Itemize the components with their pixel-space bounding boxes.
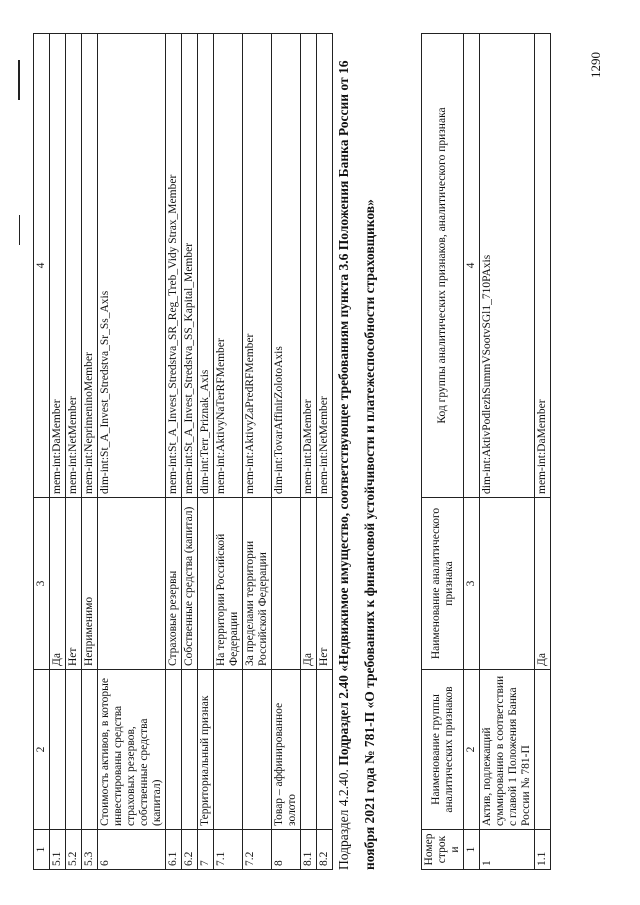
rotated-page-content (25, 22, 615, 882)
col-number-2: 2 (34, 670, 50, 830)
header-code: Код группы аналитических признаков, аналитического признака (422, 34, 464, 498)
col-number-3: 3 (464, 498, 480, 670)
code-cell: dim-int:TovarAffinirZolotoAxis (272, 34, 301, 498)
group-name-cell (301, 670, 317, 830)
table-column-numbers (464, 34, 480, 870)
row-number-cell: 6.1 (166, 830, 182, 870)
attribute-table-2-40 (421, 33, 551, 870)
group-name-cell (243, 670, 272, 830)
code-cell: mem-int:DaMember (50, 34, 66, 498)
code-cell: mem-int:St_A_Invest_Stredstva_SR_Reg_Treb_Vidy Strax_Member (166, 34, 182, 498)
table-row (480, 34, 535, 870)
row-number-cell: 5.3 (82, 830, 98, 870)
row-number-cell: 1 (480, 830, 535, 870)
code-cell: mem-int:St_A_Invest_Stredstva_SS_Kapital_Member (182, 34, 198, 498)
row-number-cell: 5.1 (50, 830, 66, 870)
section-title: Подраздел 2.40 «Недвижимое имущество, соответствующее требованиям пункта 3.6 Положения Банка России от 16 ноября 2021 года № 781-П «О требованиях к финансовой устойчивости и платежеспособности страховщиков» (336, 60, 377, 870)
row-number-cell: 6 (98, 830, 166, 870)
code-cell: mem-int:NetMember (317, 34, 333, 498)
group-name-cell: Товар – аффинированное золото (272, 670, 301, 830)
attribute-name-cell: Нет (66, 498, 82, 670)
row-number-cell: 5.2 (66, 830, 82, 870)
col-number-2: 2 (464, 670, 480, 830)
table-row (166, 34, 182, 870)
code-cell: dim-int:AktivPodlezhSummVSootvSGl1_710PAxis (480, 34, 535, 498)
attribute-name-cell (98, 498, 166, 670)
col-number-4: 4 (34, 34, 50, 498)
attribute-name-cell: Неприменимо (82, 498, 98, 670)
attribute-name-cell (198, 498, 214, 670)
header-group-name: Наименование группы аналитических признаков (422, 670, 464, 830)
attribute-table-continued (33, 33, 333, 870)
code-cell: mem-int:AktivyZaPredRFMember (243, 34, 272, 498)
code-cell: mem-int:AktivyNaTerRFMember (214, 34, 243, 498)
code-cell: mem-int:NetMember (66, 34, 82, 498)
table-header-row (422, 34, 464, 870)
col-number-3: 3 (34, 498, 50, 670)
col-number-4: 4 (464, 34, 480, 498)
attribute-name-cell: За пределами территории Российской Федерации (243, 498, 272, 670)
group-name-cell (214, 670, 243, 830)
col-number-1: 1 (464, 830, 480, 870)
group-name-cell: Актив, подлежащий суммированию в соответствии с главой 1 Положения Банка России № 781-П (480, 670, 535, 830)
group-name-cell (182, 670, 198, 830)
attribute-name-cell (480, 498, 535, 670)
code-cell: mem-int:NeprimeninoMember (82, 34, 98, 498)
table-row (98, 34, 166, 870)
attribute-name-cell: Да (50, 498, 66, 670)
table-column-numbers (34, 34, 50, 870)
group-name-cell (166, 670, 182, 830)
header-attribute-name: Наименование аналитического признака (422, 498, 464, 670)
table-row (82, 34, 98, 870)
group-name-cell (82, 670, 98, 830)
attribute-name-cell: Нет (317, 498, 333, 670)
row-number-cell: 8 (272, 830, 301, 870)
table-row (50, 34, 66, 870)
table-row (66, 34, 82, 870)
section-heading (331, 34, 383, 870)
code-cell: mem-int:DaMember (301, 34, 317, 498)
scan-artifact-line-top (18, 60, 20, 100)
code-cell: mem-int:DaMember (535, 34, 551, 498)
row-number-cell: 8.2 (317, 830, 333, 870)
table-row (272, 34, 301, 870)
row-number-cell: 7 (198, 830, 214, 870)
group-name-cell: Территориальный признак (198, 670, 214, 830)
table-row (198, 34, 214, 870)
row-number-cell: 6.2 (182, 830, 198, 870)
col-number-1: 1 (34, 830, 50, 870)
group-name-cell (66, 670, 82, 830)
code-cell: dim-int:Terr_Priznak_Axis (198, 34, 214, 498)
table-row (301, 34, 317, 870)
group-name-cell (535, 670, 551, 830)
group-name-cell: Стоимость активов, в которые инвестированы средства страховых резервов, собственные средства (капитал) (98, 670, 166, 830)
section-lead: Подраздел 4.2.40. (336, 769, 351, 870)
attribute-name-cell: На территории Российской Федерации (214, 498, 243, 670)
attribute-name-cell (272, 498, 301, 670)
attribute-name-cell: Собственные средства (капитал) (182, 498, 198, 670)
attribute-name-cell: Да (301, 498, 317, 670)
code-cell: dim-int:St_A_Invest_Stredstva_Sr_Ss_Axis (98, 34, 166, 498)
scan-artifact-line-mid (19, 215, 20, 245)
header-row-number: Номер строки (422, 830, 464, 870)
table-row (182, 34, 198, 870)
page-number: 1290 (588, 52, 603, 78)
row-number-cell: 1.1 (535, 830, 551, 870)
row-number-cell: 8.1 (301, 830, 317, 870)
table-row (243, 34, 272, 870)
attribute-name-cell: Да (535, 498, 551, 670)
group-name-cell (50, 670, 66, 830)
row-number-cell: 7.2 (243, 830, 272, 870)
attribute-name-cell: Страховые резервы (166, 498, 182, 670)
table-row (535, 34, 551, 870)
row-number-cell: 7.1 (214, 830, 243, 870)
table-row (214, 34, 243, 870)
